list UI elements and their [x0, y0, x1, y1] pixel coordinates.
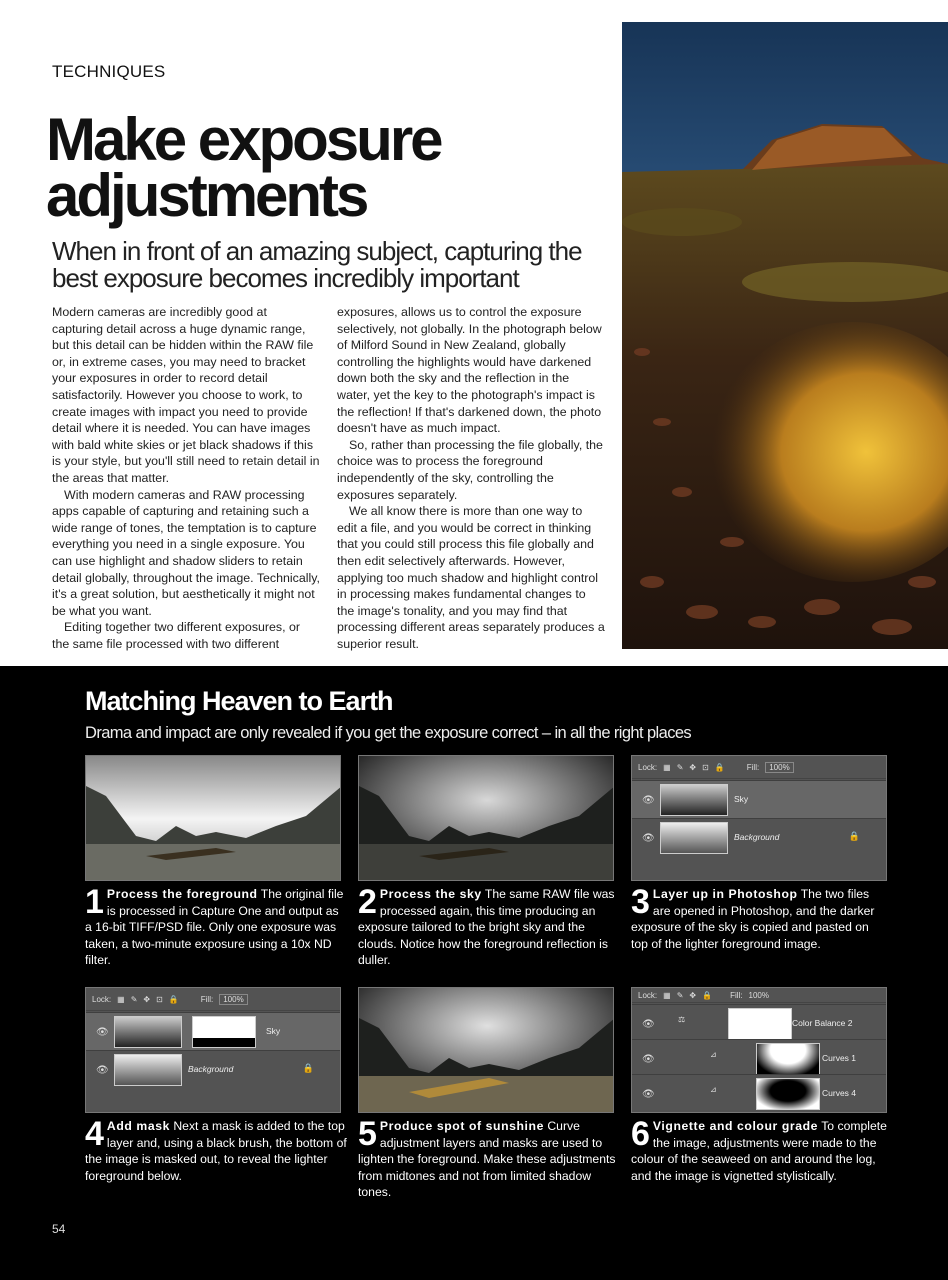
balance-icon: ⚖: [678, 1015, 686, 1024]
step-6-caption: [631, 1115, 889, 1184]
lock-label: Lock:: [638, 762, 658, 772]
eye-icon[interactable]: 👁: [642, 833, 655, 844]
body-paragraph: Editing together two different exposures, or the same file processed with two different: [52, 620, 301, 651]
artboard-icon[interactable]: ⊡: [156, 994, 163, 1004]
step-title: Layer up in Photoshop: [652, 887, 798, 901]
fill-input[interactable]: 100%: [219, 994, 247, 1005]
step-title: Process the foreground: [106, 887, 258, 901]
lock-label: Lock:: [92, 994, 112, 1004]
layer-row-sky[interactable]: [86, 1012, 340, 1050]
step-text: Next a mask is added to the top layer and, using a black brush, the bottom of the image is masked out, to reveal the lighter foreground below.: [85, 1119, 347, 1183]
layer-row-curves-1[interactable]: [632, 1039, 886, 1074]
brush-icon[interactable]: ✎: [676, 990, 684, 1000]
body-column-2: [337, 304, 605, 652]
step-6-photoshop-adjustments: [631, 987, 887, 1113]
lock-icon: 🔒: [848, 831, 860, 841]
section-label: TECHNIQUES: [52, 62, 166, 81]
headline: Make exposure adjustments: [46, 106, 441, 229]
step-text: The same RAW file was processed again, this time producing an exposure tailored to the bright sky and the clouds. Notice how the foreground reflection is duller.: [358, 887, 615, 968]
eye-icon[interactable]: 👁: [96, 1027, 109, 1038]
step-title: Add mask: [106, 1119, 170, 1133]
layer-name: Sky: [734, 794, 749, 804]
fill-input[interactable]: 100%: [765, 762, 793, 773]
lock-pixels-icon[interactable]: ▦: [663, 762, 671, 772]
step-4-caption: [85, 1115, 347, 1184]
brush-icon[interactable]: ✎: [676, 762, 684, 772]
step-3-photoshop-layers: [631, 755, 887, 881]
layer-mask-thumbnail[interactable]: [756, 1078, 820, 1110]
layer-name: Sky: [266, 1026, 281, 1036]
step-number: 6: [631, 1115, 650, 1153]
step-text: To complete the image, adjustments were made to the colour of the seaweed on and around the log, and the image is vignetted stylistically.: [631, 1119, 887, 1183]
layer-row-sky[interactable]: [632, 780, 886, 818]
step-text: The two files are opened in Photoshop, and the darker exposure of the sky is copied and pasted on top of the lighter foreground image.: [631, 887, 875, 951]
brush-icon[interactable]: ✎: [130, 994, 138, 1004]
lock-label: Lock:: [638, 990, 658, 1000]
step-1-image: [85, 755, 341, 881]
eye-icon[interactable]: 👁: [642, 795, 655, 806]
step-title: Produce spot of sunshine: [379, 1119, 544, 1133]
move-icon[interactable]: ✥: [143, 994, 151, 1004]
fill-label: Fill:: [730, 990, 743, 1000]
step-number: 5: [358, 1115, 377, 1153]
body-paragraph: So, rather than processing the file globally, the choice was to process the foreground independently of the sky, controlling the exposures separately.: [337, 437, 603, 502]
layer-name: Background: [734, 832, 780, 842]
layer-row-color-balance[interactable]: [632, 1004, 886, 1039]
layer-name: Color Balance 2: [792, 1018, 853, 1028]
layers-toolbar: [86, 988, 340, 1011]
artboard-icon[interactable]: ⊡: [702, 762, 709, 772]
lock-icon: 🔒: [302, 1063, 314, 1073]
body-paragraph: Modern cameras are incredibly good at capturing detail across a huge dynamic range, but this detail can be hidden within the RAW file or, in extreme cases, you may need to bracket your exposures in order to record detail satisfactorily. However you choose to work, to create images with impact you need to provide detail where it is needed. You can have images with bald white skies or jet black shadows if this is your style, but you'll still need to retain detail in the areas that matter.: [52, 305, 320, 485]
body-paragraph: We all know there is more than one way to edit a file, and you would be correct in thinking that you could still process this file globally and then edit selectively afterwards. However, applying too much shadow and highlight control in processing makes fundamental changes to the image's tonality, and you may find that processing different areas separately produces a superior result.: [337, 504, 605, 651]
step-title: Process the sky: [379, 887, 482, 901]
curves-icon: ⊿: [710, 1050, 717, 1059]
step-number: 1: [85, 883, 104, 921]
step-number: 4: [85, 1115, 104, 1153]
layer-name: Background: [188, 1064, 234, 1074]
step-title: Vignette and colour grade: [652, 1119, 819, 1133]
lock-icon[interactable]: 🔒: [702, 990, 713, 1000]
lock-pixels-icon[interactable]: ▦: [663, 990, 671, 1000]
step-number: 2: [358, 883, 377, 921]
layer-mask-thumbnail[interactable]: [728, 1008, 792, 1040]
panel-subtitle: Drama and impact are only revealed if you get the exposure correct – in all the right places: [85, 724, 692, 742]
step-3-caption: [631, 883, 889, 952]
hero-photo-outback: [622, 22, 948, 649]
lock-icon[interactable]: 🔒: [168, 994, 179, 1004]
eye-icon[interactable]: 👁: [96, 1065, 109, 1076]
layer-thumbnail: [114, 1054, 182, 1086]
step-text: Curve adjustment layers and masks are used to lighten the foreground. Make these adjustments from midtones and not from limited shadow tones.: [358, 1119, 616, 1200]
layer-mask-thumbnail[interactable]: [192, 1016, 256, 1048]
step-4-photoshop-mask: [85, 987, 341, 1113]
move-icon[interactable]: ✥: [689, 762, 697, 772]
step-2-caption: [358, 883, 620, 969]
layer-mask-thumbnail[interactable]: [756, 1043, 820, 1075]
eye-icon[interactable]: 👁: [642, 1089, 655, 1100]
layer-thumbnail: [114, 1016, 182, 1048]
step-2-image: [358, 755, 614, 881]
fill-input[interactable]: 100%: [748, 990, 769, 1000]
lock-icon[interactable]: 🔒: [714, 762, 725, 772]
layer-row-background[interactable]: [86, 1050, 340, 1088]
step-5-image: [358, 987, 614, 1113]
page-number: 54: [52, 1222, 66, 1236]
body-paragraph: With modern cameras and RAW processing apps capable of capturing and retaining such a wide range of tones, the temptation is to capture everything you need in a single exposure. You can use highlight and shadow sliders to retain detail globally, throughout the image. Technically, it's a great solution, but aesthetically it might not be what you want.: [52, 487, 320, 618]
layer-row-background[interactable]: [632, 818, 886, 856]
lock-pixels-icon[interactable]: ▦: [117, 994, 125, 1004]
layers-toolbar: [632, 756, 886, 779]
step-1-caption: [85, 883, 347, 969]
layer-thumbnail: [660, 822, 728, 854]
fill-label: Fill:: [746, 762, 760, 772]
layers-toolbar: [632, 988, 886, 1003]
fill-label: Fill:: [200, 994, 214, 1004]
subheadline: When in front of an amazing subject, capturing the best exposure becomes incredibly important: [52, 236, 582, 293]
panel-title: Matching Heaven to Earth: [85, 686, 393, 716]
layer-name: Curves 4: [822, 1088, 857, 1098]
eye-icon[interactable]: 👁: [642, 1054, 655, 1065]
curves-icon: ⊿: [710, 1085, 717, 1094]
move-icon[interactable]: ✥: [689, 990, 697, 1000]
body-paragraph: exposures, allows us to control the exposure selectively, not globally. In the photograph below of Milford Sound in New Zealand, globally controlling the highlights would have darkened down both the sky and the reflection in the water, yet the key to the photograph's impact is the reflection! If that's darkened down, the photo doesn't have as much impact.: [337, 305, 602, 436]
layer-row-curves-4[interactable]: [632, 1074, 886, 1109]
step-text: The original file is processed in Capture One and output as a 16-bit TIFF/PSD file. Only one exposure was taken, a two-minute exposure using a 10x ND filter.: [85, 887, 344, 968]
eye-icon[interactable]: 👁: [642, 1019, 655, 1030]
layer-thumbnail: [660, 784, 728, 816]
step-5-caption: [358, 1115, 620, 1201]
step-number: 3: [631, 883, 650, 921]
layer-name: Curves 1: [822, 1053, 857, 1063]
body-column-1: [52, 304, 320, 652]
